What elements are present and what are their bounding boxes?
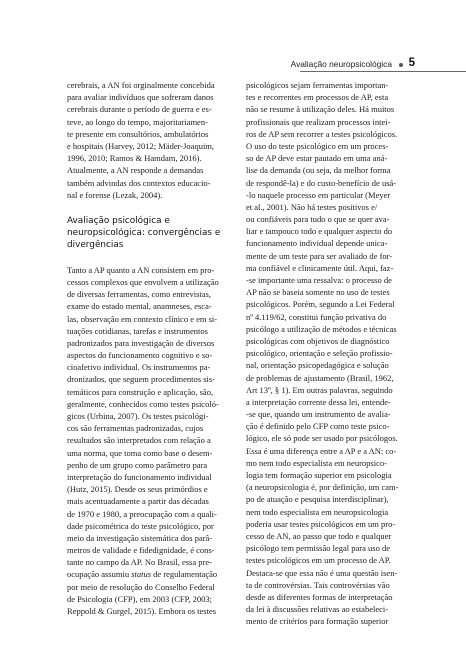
text-run: ocupação assumiu	[67, 569, 132, 580]
text-line: tes e recorrentes em processos de AP, esta	[246, 92, 389, 103]
text-line: ros de AP sem recorrer a testes psicológicos.	[246, 128, 398, 139]
text-line: cessos complexos que envolvem a utilização	[67, 276, 219, 287]
text-line: nal e forense (Lezak, 2004).	[67, 189, 163, 200]
text-line: de Psicologia (CFP), em 2003 (CFP, 2003;	[67, 593, 212, 604]
text-line: padronizados para investigação de diversos	[67, 337, 215, 348]
text-line: meio da investigação sistemática dos parâ-	[67, 532, 213, 543]
text-line: psicológico, orientação e seleção profissio-	[246, 348, 393, 359]
text-line: testes psicológicos em um processo de AP.	[246, 555, 391, 566]
text-line: AP não se baseia somente no uso de testes	[246, 287, 390, 298]
text-line: te presente em consultórios, ambulatórios	[67, 128, 209, 139]
text-line: cos são ferramentas padronizadas, cujos	[67, 423, 204, 434]
text-line: (a neuropsicologia é, por definição, um cam-	[246, 482, 399, 493]
text-line: lise da demanda (ou seja, da melhor forma	[246, 165, 391, 176]
text-line: da lei à discussões relativas ao estabeleci-	[246, 604, 389, 615]
text-line: -se que, quando um instrumento de avalia-	[246, 409, 391, 420]
text-line: 1996, 2010; Ramos & Hamdam, 2016).	[67, 153, 202, 164]
text-line: -se importante uma ressalva: o processo de	[246, 275, 392, 285]
text-line: (Hutz, 2015). Desde os seus primórdios e	[67, 484, 208, 495]
text-line: interpretação do funcionamento individual	[67, 471, 212, 482]
text-line: nº 4.119/62, constitui função privativa do	[246, 311, 387, 322]
text-line: psicológicos. Porém, segundo a Lei Federal	[246, 299, 395, 310]
text-line: também advindas dos contextos educacio-	[67, 177, 211, 188]
text-line: ou confiáveis para tudo o que se quer ava-	[246, 214, 390, 225]
text-line: não se resume à utilização deles. Há muitos	[246, 104, 395, 115]
text-line: metros de validade e fidedignidade, é cons-	[67, 545, 215, 556]
paragraph	[67, 264, 223, 617]
text-line: psicológicos sejam ferramentas importan-	[246, 80, 389, 90]
text-line: et al., 2001). Não há testes positivos e/	[246, 201, 378, 212]
text-line: gicos (Urbina, 2007). Os testes psicológi-	[67, 411, 209, 422]
left-text-column	[67, 79, 223, 617]
right-text-column	[246, 79, 402, 627]
running-header	[290, 57, 466, 73]
text-line: Art 13º, § 1). Em outras palavras, seguindo	[246, 384, 393, 395]
section-heading	[67, 215, 223, 252]
text-line: psicólogo tem permissão legal para uso de	[246, 543, 390, 554]
text-line: liar e tampouco todo e qualquer aspecto do	[246, 226, 393, 237]
text-line: mo nem todo especialista em neuropsico-	[246, 457, 387, 468]
bullet-icon	[399, 63, 403, 67]
text-line: aspectos do funcionamento cognitivo e so-	[67, 350, 213, 361]
italic-term: status	[131, 569, 152, 580]
text-line: profissionais que realizam processos intei-	[246, 116, 391, 127]
text-line: Destaca-se que essa não é uma questão isen-	[246, 567, 398, 578]
page-number: 5	[408, 57, 415, 69]
text-line: temáticos para construção e aplicação, são,	[67, 386, 214, 397]
text-line	[67, 568, 223, 580]
text-run: de regulamentação	[151, 569, 218, 580]
text-line: mais acentuadamente a partir das décadas	[67, 496, 209, 507]
text-line: Tanto a AP quanto a AN consistem em pro-	[67, 264, 215, 275]
text-line: Atualmente, a AN responde a demandas	[67, 165, 204, 176]
text-line: ma confiável e clinicamente útil. Aqui, faz-	[246, 262, 394, 273]
text-line: geralmente, conhecidos como testes psicoló-	[67, 398, 219, 409]
text-line: po de atuação e pesquisa interdisciplinar),	[246, 494, 389, 505]
text-line: resultados são interpretados com relação a	[67, 435, 211, 446]
text-line: so de AP deve estar pautado em uma aná-	[246, 153, 388, 164]
text-line: de 1970 e 1980, a preocupação com a quali-	[67, 508, 217, 519]
text-line: las, observação em contexto clínico e em si-	[67, 313, 218, 324]
text-line: -lo naquele processo em particular (Meyer	[246, 189, 391, 200]
header-rule	[300, 71, 466, 72]
text-line: de respondê-la) e do custo-benefício de usá-	[246, 177, 397, 188]
text-line: para avaliar indivíduos que sofreram danos	[67, 92, 214, 103]
text-line: funcionamento individual depende unica-	[246, 238, 388, 249]
text-line: a interpretação corrente dessa lei, entende-	[246, 396, 391, 407]
text-line: desde as diferentes formas de interpretação	[246, 591, 393, 602]
text-line: e hospitais (Harvey, 2012; Mäder-Joaquim,	[67, 140, 215, 151]
text-line: exame do estado mental, anamneses, esca-	[67, 301, 212, 312]
heading-line: neuropsicológica: convergências e	[67, 228, 221, 239]
text-line: ta de controvérsias. Tais controvérsias vão	[246, 579, 390, 590]
text-line: por meio de resolução do Conselho Federal	[67, 581, 215, 592]
text-line: poderia usar testes psicológicos em um pro-	[246, 518, 396, 529]
text-line: cerebrais, a AN foi orginalmente concebida	[67, 80, 215, 90]
text-line: uma norma, que toma como base o desem-	[67, 447, 213, 458]
text-line: logia tem formação superior em psicologia	[246, 470, 392, 480]
text-line: de diversas ferramentas, como entrevistas,	[67, 289, 211, 300]
text-line: tuações cotidianas, tarefas e instrumentos	[67, 325, 208, 336]
text-line: nal, orientação psicopedagógica e solução	[246, 360, 389, 371]
heading-line: Avaliação psicológica e	[67, 215, 170, 226]
text-line: psicológicas com objetivos de diagnóstico	[246, 335, 390, 346]
text-line: mento de critérios para formação superior	[246, 616, 389, 627]
text-line: O uso do teste psicológico em um proces-	[246, 140, 389, 151]
text-line: nem todo especialista em neuropsicologia	[246, 506, 389, 517]
text-line: ção é definido pelo CFP como teste psico-	[246, 421, 390, 432]
text-line: cerebrais durante o período de guerra e es-	[67, 104, 212, 115]
paragraph-continued	[67, 79, 223, 201]
text-line: teve, ao longo do tempo, majoritariamen-	[67, 116, 208, 127]
text-line: cioafetivo individual. Os instrumentos pa-	[67, 362, 211, 373]
text-line: dade psicométrica do teste psicológico, por	[67, 520, 214, 531]
text-line: cesso de AN, ao passo que todo e qualquer	[246, 530, 392, 541]
text-line: tante no campo da AP. No Brasil, essa pre-	[67, 557, 212, 568]
text-line: penho de um grupo como parâmetro para	[67, 459, 208, 470]
text-line: psicólogo a utilização de métodos e técnicas	[246, 323, 397, 334]
text-line: de problemas de ajustamento (Brasil, 1962,	[246, 372, 394, 383]
text-line: Essa é uma diferença entre a AP e a AN: co-	[246, 445, 397, 456]
text-line: Reppold & Gurgel, 2015). Embora os testes	[67, 606, 217, 617]
heading-line: divergências	[67, 240, 124, 251]
text-line: lógico, ele só pode ser usado por psicólogos.	[246, 433, 398, 444]
text-line: dronizados, que seguem procedimentos sis-	[67, 374, 216, 385]
running-title: Avaliação neuropsicológica	[290, 59, 392, 69]
text-line: mente de um teste para ser avaliado de for-	[246, 250, 393, 261]
